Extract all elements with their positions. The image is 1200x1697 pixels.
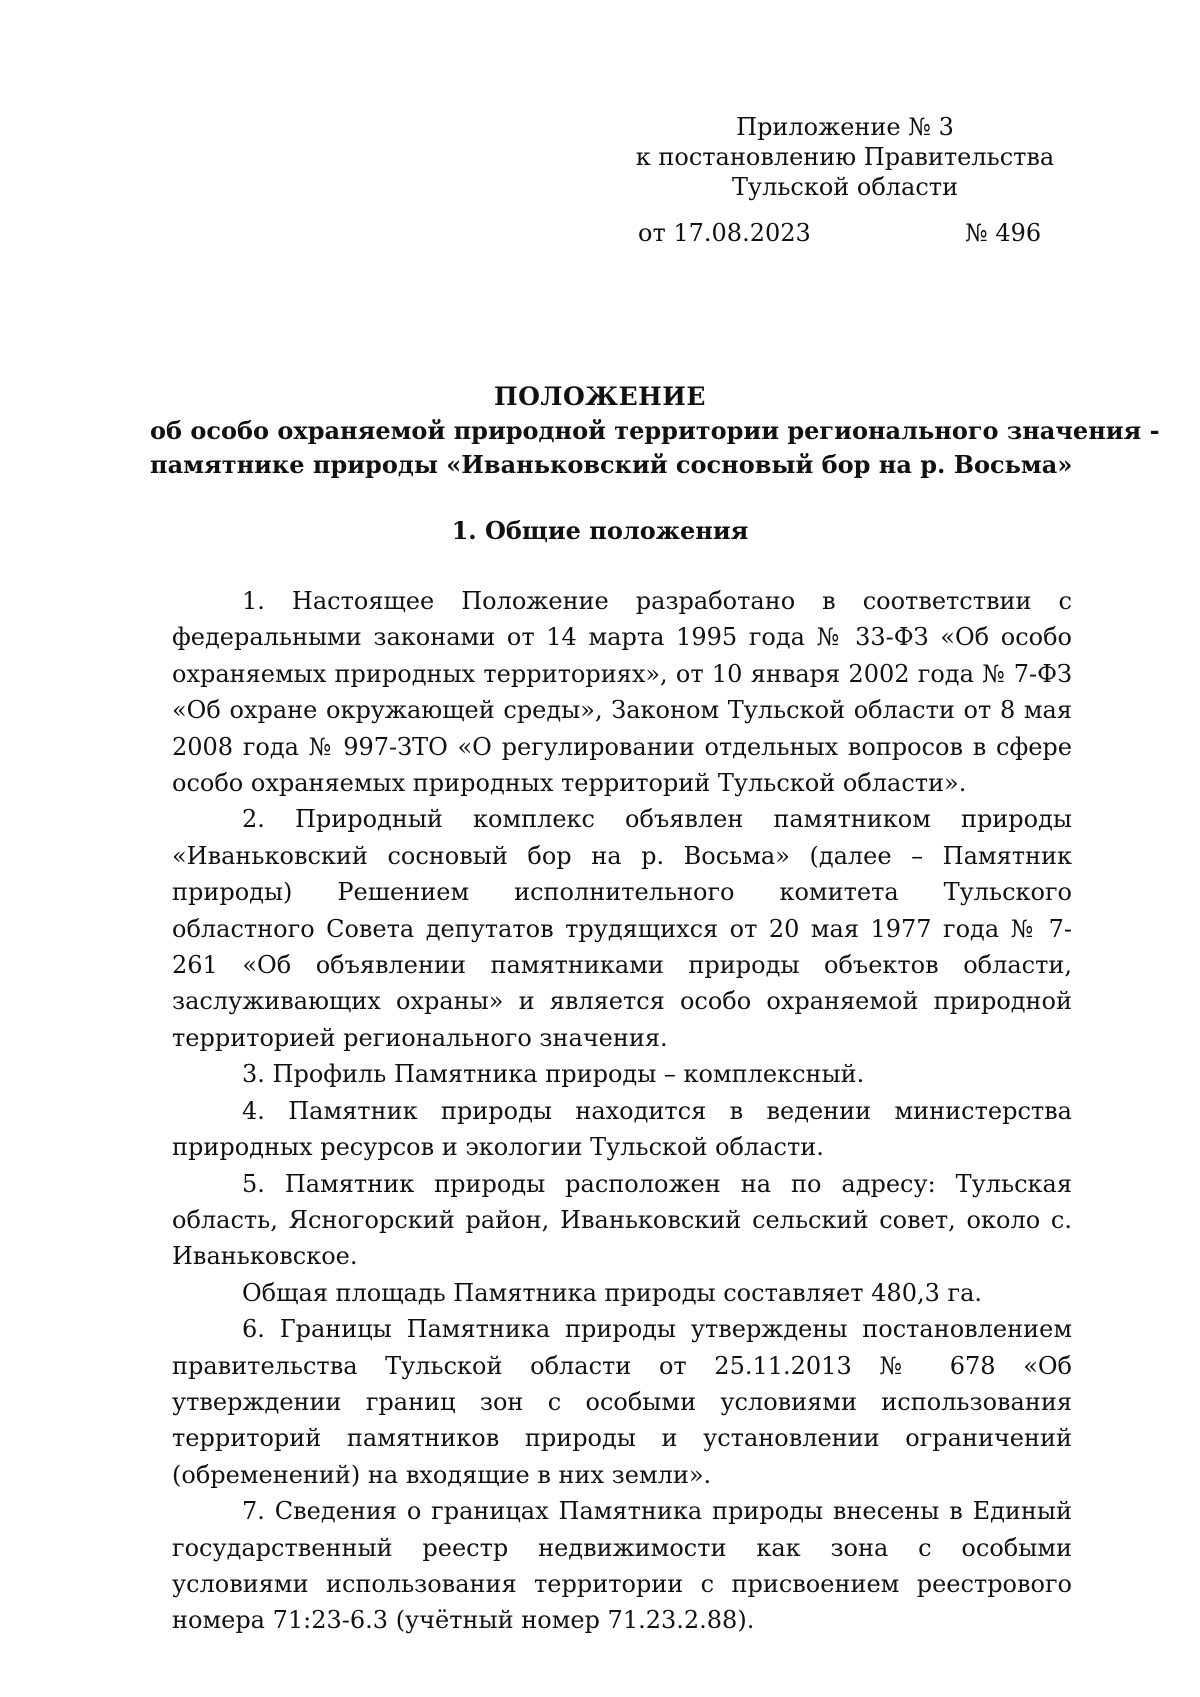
paragraph-3: 3. Профиль Памятника природы – комплексный.: [242, 1060, 865, 1089]
title-subtitle-line-1: об особо охраняемой природной территории регионального значения -: [150, 416, 1160, 445]
decree-date: от 17.08.2023: [638, 219, 811, 247]
appendix-region: Тульской области: [731, 173, 959, 201]
title-main: ПОЛОЖЕНИЕ: [494, 382, 706, 411]
title-subtitle-line-2: памятнике природы «Иваньковский сосновый бор на р. Восьма»: [150, 450, 1073, 479]
section-heading: 1. Общие положения: [451, 516, 749, 545]
decree-number: № 496: [965, 219, 1042, 247]
paragraph-6: 6. Границы Памятника природы утверждены постановлением правительства Тульской области от 25.11.2013 № 678 «Об утверждении границ зон с особыми условиями использования территорий памятников природы и установлении ограничений (обременений) на входящие в них земли».: [172, 1315, 1072, 1489]
section-body: [172, 583, 1072, 1639]
appendix-reference: к постановлению Правительства: [635, 143, 1055, 171]
paragraph-4: 4. Памятник природы находится в ведении министерства природных ресурсов и экологии Тульской области.: [172, 1096, 1072, 1162]
document-title: [150, 380, 1160, 482]
paragraph-5: 5. Памятник природы расположен на по адресу: Тульская область, Ясногорский район, Иваньковский сельский совет, около с. Иваньковское.: [172, 1169, 1072, 1271]
appendix-number: Приложение № 3: [736, 113, 954, 141]
paragraph-2: 2. Природный комплекс объявлен памятником природы «Иваньковский сосновый бор на р. Восьма» (далее – Памятник природы) Решением исполнительного комитета Тульского областного Совета депутатов трудящихся от 20 мая 1977 года № 7-261 «Об объявлении памятниками природы объектов области, заслуживающих охраны» и является особо охраняемой природной территорией регионального значения.: [172, 805, 1072, 1052]
appendix-header: [620, 112, 1070, 202]
paragraph-area: Общая площадь Памятника природы составляет 480,3 га.: [242, 1278, 983, 1307]
paragraph-7: 7. Сведения о границах Памятника природы внесены в Единый государственный реестр недвижимости как зона с особыми условиями использования территории с присвоением реестрового номера 71:23-6.3 (учётный номер 71.23.2.88).: [172, 1497, 1072, 1635]
paragraph-1: 1. Настоящее Положение разработано в соответствии с федеральными законами от 14 марта 1995 года № 33-ФЗ «Об особо охраняемых природных территориях», от 10 января 2002 года № 7-ФЗ «Об охране окружающей среды», Законом Тульской области от 8 мая 2008 года № 997-ЗТО «О регулировании отдельных вопросов в сфере особо охраняемых природных территорий Тульской области».: [172, 587, 1072, 798]
